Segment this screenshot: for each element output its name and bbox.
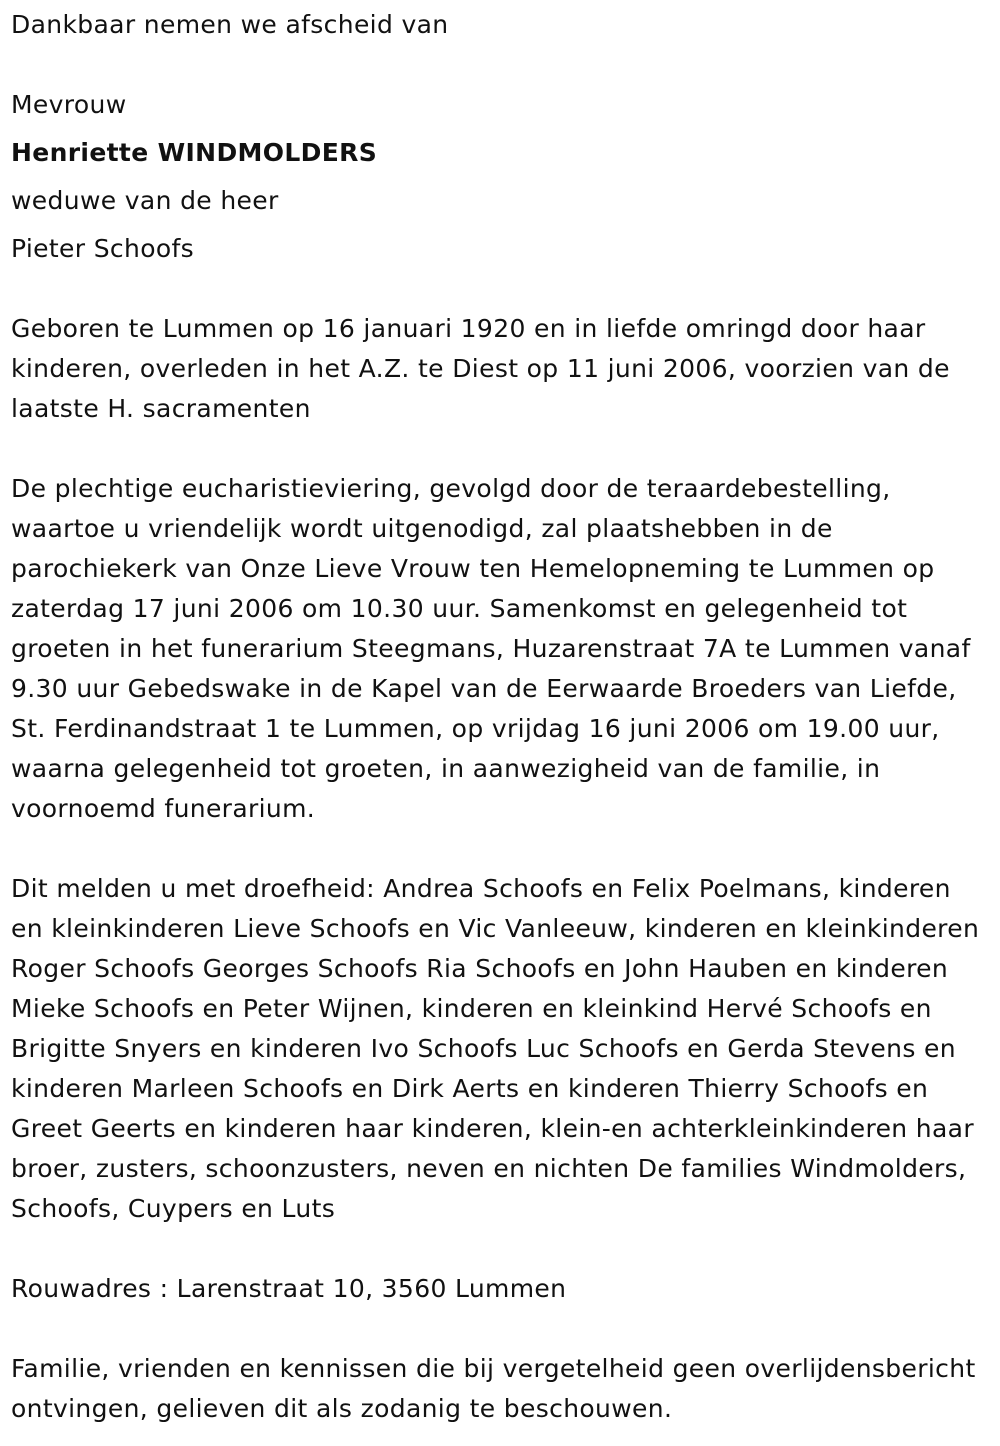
birth-death-paragraph: Geboren te Lummen op 16 januari 1920 en in liefde omringd door haar kinderen, overleden in het A.Z. te Diest op 11 juni 2006, voorzien van de laatste H. sacramenten	[11, 314, 950, 423]
intro-line: Dankbaar nemen we afscheid van	[11, 10, 449, 39]
relation-line: weduwe van de heer	[11, 186, 279, 215]
title-line: Mevrouw	[11, 90, 127, 119]
ceremony-paragraph: De plechtige eucharistieviering, gevolgd door de teraardebestelling, waartoe u vriendelijk wordt uitgenodigd, zal plaatshebben in de parochiekerk van Onze Lieve Vrouw ten Hemelopneming te Lummen op zaterdag 17 juni 2006 om 10.30 uur. Samenkomst en gelegenheid tot groeten in het funerarium Steegmans, Huzarenstraat 7A te Lummen vanaf 9.30 uur Gebedswake in de Kapel van de Eerwaarde Broeders van Liefde, St. Ferdinandstraat 1 te Lummen, op vrijdag 16 juni 2006 om 19.00 uur, waarna gelegenheid tot groeten, in aanwezigheid van de familie, in voornoemd funerarium.	[11, 474, 971, 823]
spouse-name: Pieter Schoofs	[11, 234, 195, 263]
closing-paragraph: Familie, vrienden en kennissen die bij vergetelheid geen overlijdensbericht ontvingen, gelieven dit als zodanig te beschouwen.	[11, 1354, 976, 1423]
mourning-address: Rouwadres : Larenstraat 10, 3560 Lummen	[11, 1274, 567, 1303]
deceased-name: Henriette WINDMOLDERS	[11, 138, 378, 167]
announcement-paragraph: Dit melden u met droefheid: Andrea Schoofs en Felix Poelmans, kinderen en kleinkinderen Lieve Schoofs en Vic Vanleeuw, kinderen en kleinkinderen Roger Schoofs Georges Schoofs Ria Schoofs en John Hauben en kinderen Mieke Schoofs en Peter Wijnen, kinderen en kleinkind Hervé Schoofs en Brigitte Snyers en kinderen Ivo Schoofs Luc Schoofs en Gerda Stevens en kinderen Marleen Schoofs en Dirk Aerts en kinderen Thierry Schoofs en Greet Geerts en kinderen haar kinderen, klein-en achterkleinkinderen haar broer, zusters, schoonzusters, neven en nichten De families Windmolders, Schoofs, Cuypers en Luts	[11, 874, 980, 1223]
